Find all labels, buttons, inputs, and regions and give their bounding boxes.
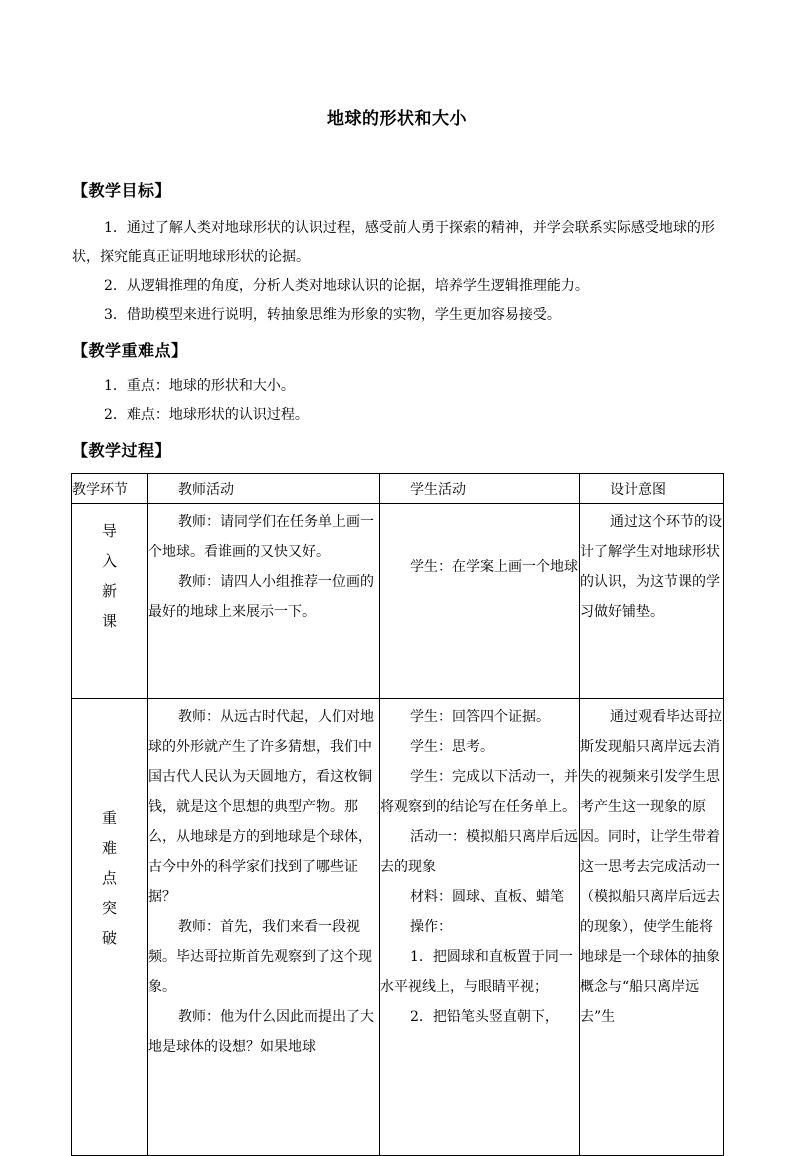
section-heading-process: 【教学过程】 bbox=[72, 441, 172, 460]
student-paragraph: 学生：回答四个证据。 bbox=[410, 709, 550, 725]
teacher-paragraph: 教师：从远古时代起，人们对地球的外形就产生了许多猜想，我们中国古代人民认为天圆地方，看这枚铜钱，就是这个思想的典型产物。那么，从地球是方的到地球是个球体，古今中外的科学家们找到了哪些证据？ bbox=[148, 709, 374, 905]
key-point-item: 2．难点：地球形状的认识过程。 bbox=[104, 407, 309, 423]
table-row bbox=[72, 699, 724, 1156]
student-paragraph: 操作： bbox=[410, 919, 452, 935]
stage-char: 入 bbox=[101, 552, 117, 570]
goal-item: 2．从逻辑推理的角度，分析人类对地球认识的论据，培养学生逻辑推理能力。 bbox=[104, 278, 589, 294]
stage-char: 突 bbox=[101, 899, 117, 917]
stage-char: 难 bbox=[101, 839, 117, 857]
student-paragraph: 学生：完成以下活动一，并将观察到的结论写在任务单上。 bbox=[380, 769, 578, 815]
key-points-list bbox=[72, 372, 724, 430]
table-header: 设计意图 bbox=[580, 474, 724, 504]
stage-char: 课 bbox=[101, 612, 117, 630]
section-heading-goals: 【教学目标】 bbox=[72, 181, 172, 200]
intent-paragraph: 通过这个环节的设计了解学生对地球形状的认识，为这节课的学习做好铺垫。 bbox=[580, 514, 722, 620]
stage-cell bbox=[72, 504, 148, 699]
key-point-item: 1．重点：地球的形状和大小。 bbox=[104, 378, 295, 394]
stage-label bbox=[72, 516, 147, 636]
stage-char: 点 bbox=[101, 869, 117, 887]
table-header-row bbox=[72, 474, 724, 504]
teacher-activity-cell bbox=[148, 699, 380, 1156]
stage-char: 导 bbox=[101, 522, 117, 540]
student-paragraph: 学生：思考。 bbox=[410, 739, 494, 755]
student-paragraph: 2．把铅笔头竖直朝下， bbox=[410, 1009, 559, 1025]
design-intent-cell bbox=[580, 699, 724, 1156]
stage-char: 重 bbox=[101, 809, 117, 827]
student-paragraph: 活动一：模拟船只离岸后远去的现象 bbox=[380, 829, 578, 875]
section-heading-key-points: 【教学重难点】 bbox=[72, 341, 188, 360]
table-row bbox=[72, 504, 724, 699]
goals-list bbox=[72, 214, 724, 330]
table-header: 教师活动 bbox=[148, 474, 380, 504]
goal-item: 3．借助模型来进行说明，转抽象思维为形象的实物，学生更加容易接受。 bbox=[104, 307, 561, 323]
stage-cell bbox=[72, 699, 148, 1156]
student-paragraph: 学生：在学案上画一个地球 bbox=[410, 559, 578, 575]
teacher-paragraph: 教师：请同学们在任务单上画一个地球。看谁画的又快又好。 bbox=[148, 514, 374, 560]
stage-char: 新 bbox=[101, 582, 117, 600]
teacher-paragraph: 教师：首先，我们来看一段视频。毕达哥拉斯首先观察到了这个现象。 bbox=[148, 919, 372, 995]
table-header: 学生活动 bbox=[380, 474, 580, 504]
student-activity-cell bbox=[380, 504, 580, 699]
stage-char: 破 bbox=[101, 929, 117, 947]
student-activity-cell bbox=[380, 699, 580, 1156]
student-paragraph: 材料：圆球、直板、蜡笔 bbox=[410, 889, 564, 905]
teacher-paragraph: 教师：请四人小组推荐一位画的最好的地球上来展示一下。 bbox=[148, 574, 374, 620]
stage-label bbox=[72, 803, 147, 953]
teaching-process-table bbox=[71, 473, 724, 1156]
goal-item: 1．通过了解人类对地球形状的认识过程，感受前人勇于探索的精神，并学会联系实际感受地球的形状，探究能真正证明地球形状的论据。 bbox=[72, 220, 715, 265]
student-paragraph: 1．把圆球和直板置于同一水平视线上，与眼睛平视； bbox=[380, 949, 573, 995]
teacher-activity-cell bbox=[148, 504, 380, 699]
intent-paragraph: 通过观看毕达哥拉斯发现船只离岸远去消失的视频来引发学生思考产生这一现象的原因。同时，让学生带着这一思考去完成活动一（模拟船只离岸后远去的现象），使学生能将地球是一个球体的抽象概念与“船只离岸远去”生 bbox=[580, 709, 722, 1025]
document-title: 地球的形状和大小 bbox=[327, 109, 467, 129]
design-intent-cell bbox=[580, 504, 724, 699]
table-header: 教学环节 bbox=[72, 474, 148, 504]
teacher-paragraph: 教师：他为什么因此而提出了大地是球体的设想？如果地球 bbox=[148, 1009, 374, 1055]
